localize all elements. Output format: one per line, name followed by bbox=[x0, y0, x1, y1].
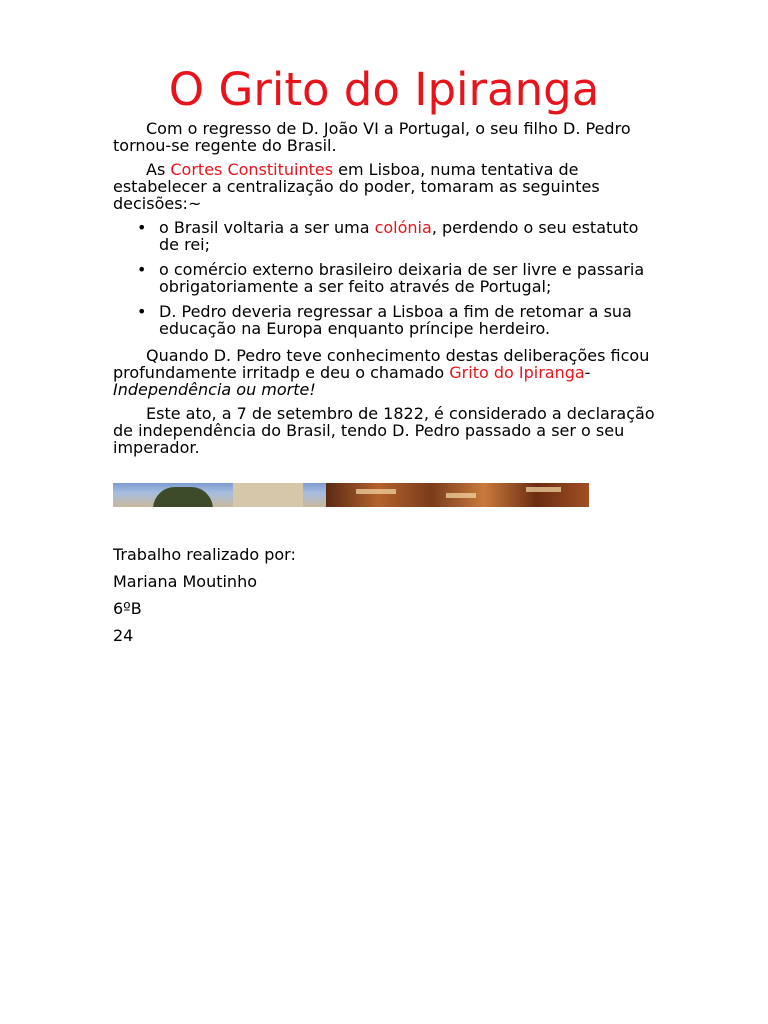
highlight-grito-do-ipiranga: Grito do Ipiranga bbox=[449, 363, 585, 382]
bullet-icon: • bbox=[137, 302, 147, 321]
list-item-text-rest: , perdendo o seu estatuto de rei; bbox=[159, 218, 639, 254]
quote-independencia-ou-morte: Independência ou morte! bbox=[113, 380, 316, 399]
highlight-colonia: colónia bbox=[374, 218, 432, 237]
paragraph-intro: Com o regresso de D. João VI a Portugal, o seu filho D. Pedro tornou-se regente do Brasil. bbox=[113, 119, 631, 155]
credits-block bbox=[113, 545, 296, 653]
paragraph-grito-dash: - bbox=[584, 363, 591, 382]
paragraph-cortes bbox=[113, 161, 658, 212]
tree-shape bbox=[153, 487, 213, 507]
document-body bbox=[113, 120, 658, 463]
list-item-text: o comércio externo brasileiro deixaria de ser livre e passaria obrigatoriamente a ser feito através de Portugal; bbox=[159, 260, 645, 296]
paragraph-grito-lead: Quando D. Pedro teve conhecimento destas deliberações ficou profundamente irritadp e deu o chamado bbox=[113, 346, 650, 382]
paragraph-independence-date: Este ato, a 7 de setembro de 1822, é considerado a declaração de independência do Brasil, tendo D. Pedro passado a ser o seu imperador. bbox=[113, 404, 655, 457]
bullet-icon: • bbox=[137, 218, 147, 237]
illustration-strip bbox=[113, 483, 589, 507]
paragraph-cortes-rest: em Lisboa, numa tentativa de estabelecer a centralização do poder, tomaram as seguintes decisões:~ bbox=[113, 160, 600, 213]
credits-heading: Trabalho realizado por: bbox=[113, 545, 296, 564]
painting-highlight bbox=[356, 489, 396, 494]
paragraph-cortes-lead: As bbox=[146, 160, 171, 179]
decisions-list bbox=[113, 219, 658, 337]
building-wall-shape bbox=[233, 483, 303, 507]
page-title: O Grito do Ipiranga bbox=[168, 63, 600, 116]
highlight-cortes-constituintes: Cortes Constituintes bbox=[170, 160, 334, 179]
author-name: Mariana Moutinho bbox=[113, 572, 257, 591]
class-label: 6ºB bbox=[113, 599, 142, 618]
list-item-text-lead: o Brasil voltaria a ser uma bbox=[159, 218, 375, 237]
painting-highlight bbox=[526, 487, 561, 492]
landscape-image bbox=[113, 483, 326, 507]
student-number: 24 bbox=[113, 626, 134, 645]
bullet-icon: • bbox=[137, 260, 147, 279]
list-item bbox=[137, 218, 658, 254]
painting-highlight bbox=[446, 493, 476, 498]
painting-image bbox=[326, 483, 589, 507]
list-item-text: D. Pedro deveria regressar a Lisboa a fim de retomar a sua educação na Europa enquanto príncipe herdeiro. bbox=[159, 302, 632, 338]
list-item bbox=[137, 302, 658, 338]
list-item bbox=[137, 260, 658, 296]
paragraph-grito bbox=[113, 347, 658, 398]
